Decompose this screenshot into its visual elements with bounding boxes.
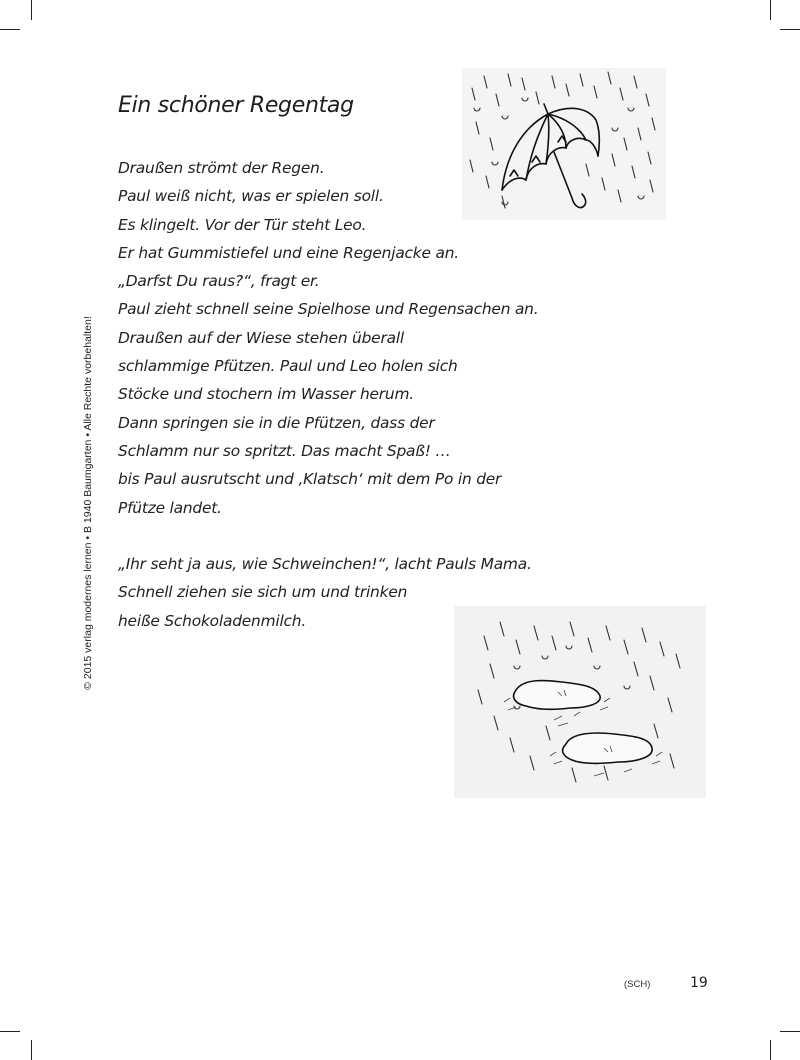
story-line: schlammige Pfützen. Paul und Leo holen sich	[118, 357, 458, 376]
crop-mark	[780, 29, 800, 30]
crop-mark	[770, 1040, 771, 1060]
story-line: Paul zieht schnell seine Spielhose und Regensachen an.	[118, 300, 539, 319]
story-line: Stöcke und stochern im Wasser herum.	[118, 385, 414, 404]
story-text	[118, 154, 588, 635]
page-number: 19	[690, 975, 708, 991]
story-line: heiße Schokoladenmilch.	[118, 611, 307, 630]
paragraph-gap	[118, 522, 588, 550]
page-title: Ein schöner Regentag	[118, 93, 354, 118]
story-line: Draußen strömt der Regen.	[118, 159, 325, 177]
worksheet-code: (SCH)	[624, 979, 651, 990]
story-line: „Darfst Du raus?“, fragt er.	[118, 272, 320, 291]
crop-mark	[31, 1040, 32, 1060]
story-line: Es klingelt. Vor der Tür steht Leo.	[118, 215, 367, 234]
crop-mark	[770, 0, 771, 20]
story-line: Schlamm nur so spritzt. Das macht Spaß! …	[118, 441, 451, 460]
copyright-notice: © 2015 verlag modernes lernen • B 1940 Baumgarten • Alle Rechte vorbehalten!	[82, 316, 94, 690]
story-line: Paul weiß nicht, was er spielen soll.	[118, 187, 384, 206]
story-line: Er hat Gummistiefel und eine Regenjacke an.	[118, 243, 459, 262]
story-line: Pfütze landet.	[118, 498, 222, 517]
story-line: bis Paul ausrutscht und ‚Klatsch‘ mit dem Po in der	[118, 470, 502, 489]
puddles-rain-illustration	[454, 606, 706, 798]
story-line: Draußen auf der Wiese stehen überall	[118, 328, 404, 347]
story-line: Dann springen sie in die Pfützen, dass der	[118, 413, 435, 432]
crop-mark	[780, 1031, 800, 1032]
umbrella-rain-illustration	[462, 68, 666, 220]
crop-mark	[0, 29, 20, 30]
story-line: Schnell ziehen sie sich um und trinken	[118, 583, 408, 602]
crop-mark	[0, 1031, 20, 1032]
story-line: „Ihr seht ja aus, wie Schweinchen!“, lacht Pauls Mama.	[118, 555, 532, 574]
crop-mark	[31, 0, 32, 20]
